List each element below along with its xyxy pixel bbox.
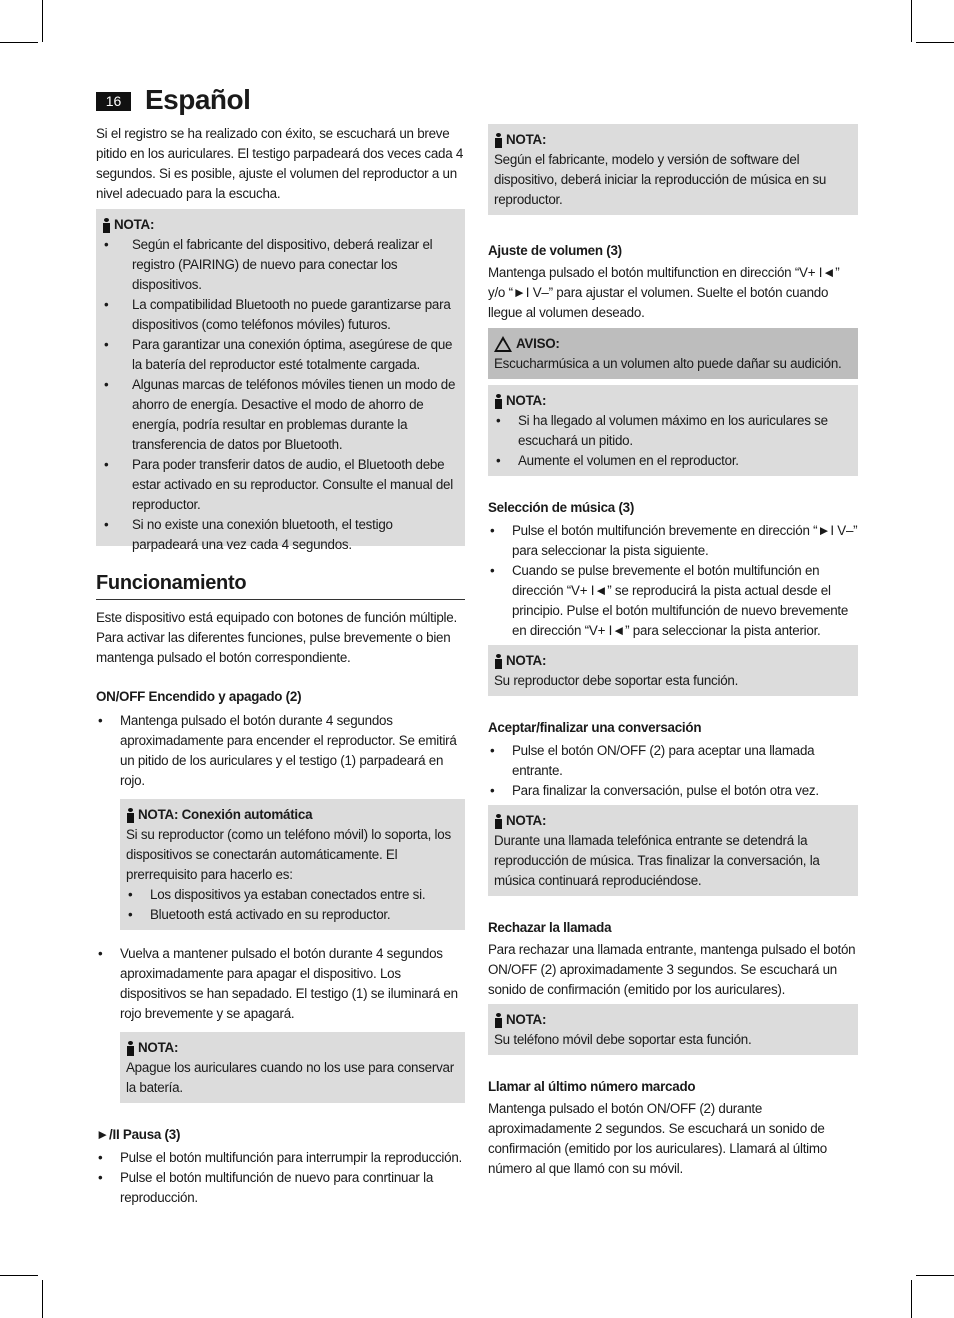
info-icon <box>494 133 503 148</box>
note-box <box>488 385 858 476</box>
list-item: • Pulse el botón multifunción brevemente en dirección “►I V–” para seleccionar la pista siguiente. <box>488 521 858 561</box>
note-text: Si su reproductor (como un teléfono móvil) lo soporta, los dispositivos se conectarán automáticamente. El prerrequisito para hacerlo es: <box>126 827 451 882</box>
warning-box <box>488 328 858 379</box>
note-list <box>126 885 459 925</box>
pause-list <box>96 1148 465 1208</box>
list-item: • Si ha llegado al volumen máximo en los auriculares se escuchará un pitido. <box>494 411 852 451</box>
onoff-list <box>96 711 465 791</box>
note-box <box>96 209 465 552</box>
crop-mark <box>916 42 954 43</box>
note-text: Su teléfono móvil debe soportar esta función. <box>494 1032 752 1047</box>
info-icon <box>126 1041 135 1056</box>
info-icon <box>102 218 111 233</box>
crop-mark <box>0 42 38 43</box>
note-text: Apague los auriculares cuando no los use para conservar la batería. <box>126 1060 454 1095</box>
note-label: NOTA: <box>114 217 155 232</box>
subheading-reject: Rechazar la llamada <box>488 920 612 935</box>
list-item: • La compatibilidad Bluetooth no puede garantizarse para dispositivos (como teléfonos móviles) futuros. <box>102 295 459 335</box>
page-number: 16 <box>96 92 131 111</box>
info-icon <box>494 1013 503 1028</box>
reject-text: Para rechazar una llamada entrante, mantenga pulsado el botón ON/OFF (2) aproximadamente 3 segundos. Se escuchará un sonido de confirmación (emitido por los auriculares). <box>488 942 856 997</box>
crop-mark <box>911 0 912 42</box>
call-list <box>488 741 858 801</box>
subheading-redial: Llamar al último número marcado <box>488 1079 696 1094</box>
volume-text: Mantenga pulsado el botón multifunction en dirección “V+ I◄” y/o “►I V–” para ajustar el volumen. Suelte el botón cuando llegue al volumen deseado. <box>488 265 840 320</box>
list-item: • Vuelva a mantener pulsado el botón durante 4 segundos aproximadamente para apagar el dispositivo. Los dispositivos se han sepadado. El testigo (1) se iluminará en rojo brevemente y se apagará. <box>96 944 465 1024</box>
warning-label: AVISO: <box>516 336 560 351</box>
section-heading: Funcionamiento <box>96 572 465 600</box>
list-item: • Pulse el botón multifunción para interrumpir la reproducción. <box>96 1148 465 1168</box>
note-box <box>488 645 858 696</box>
list-item: • Para garantizar una conexión óptima, asegúrese de que la batería del reproductor esté totalmente cargada. <box>102 335 459 375</box>
section-intro: Este dispositivo está equipado con botones de función múltiple. Para activar las diferentes funciones, pulse brevemente o bien mantenga pulsado el botón correspondiente. <box>96 610 457 665</box>
list-item: • Pulse el botón ON/OFF (2) para aceptar una llamada entrante. <box>488 741 858 781</box>
list-item: • Pulse el botón multifunción de nuevo para conrtinuar la reproducción. <box>96 1168 465 1208</box>
note-box-battery <box>120 1032 465 1103</box>
crop-mark <box>42 0 43 42</box>
page-title: Español <box>145 84 251 115</box>
intro-text: Si el registro se ha realizado con éxito, se escuchará un breve pitido en los auriculares. El testigo parpadeará dos veces cada 4 segundos. Si es posible, ajuste el volumen del reproductor a un nivel adecuado para la escucha. <box>96 126 464 201</box>
subheading-volume: Ajuste de volumen (3) <box>488 243 622 258</box>
crop-mark <box>0 1275 38 1276</box>
note-box-auto-connect <box>120 799 465 930</box>
crop-mark <box>916 1275 954 1276</box>
subheading-call: Aceptar/finalizar una conversación <box>488 720 702 735</box>
list-item: • Mantenga pulsado el botón durante 4 segundos aproximadamente para encender el reproductor. Se emitirá un pitido de los auriculares y el testigo (1) parpadeará en rojo. <box>96 711 465 791</box>
list-item: • Aumente el volumen en el reproductor. <box>494 451 852 471</box>
list-item: • Los dispositivos ya estaban conectados entre si. <box>126 885 459 905</box>
right-column <box>488 124 858 1179</box>
note-text: Según el fabricante, modelo y versión de software del dispositivo, deberá iniciar la reproducción de música en su reproductor. <box>494 152 827 207</box>
warning-icon <box>494 336 512 352</box>
note-label: NOTA: <box>506 813 547 828</box>
onoff-list-2 <box>96 944 465 1024</box>
list-item: • Para finalizar la conversación, pulse el botón otra vez. <box>488 781 858 801</box>
list-item: • Bluetooth está activado en su reproductor. <box>126 905 459 925</box>
list-item: • Algunas marcas de teléfonos móviles tienen un modo de ahorro de energía. Desactive el modo de ahorro de energía, podría resultar en problemas durante la transferencia de datos por Bluetooth. <box>102 375 459 455</box>
subheading-music: Selección de música (3) <box>488 500 635 515</box>
list-item: • Cuando se pulse brevemente el botón multifunción en dirección “V+ I◄” se reproducirá la pista actual desde el principio. Pulse el botón multifunción de nuevo brevemente en dirección “V+ I◄” para seleccionar la pista anterior. <box>488 561 858 641</box>
note-label: NOTA: Conexión automática <box>138 807 313 822</box>
subheading-pause: ►/II Pausa (3) <box>96 1127 181 1142</box>
warning-text: Escucharmúsica a un volumen alto puede dañar su audición. <box>494 356 842 371</box>
info-icon <box>494 654 503 669</box>
note-list <box>102 235 459 555</box>
note-list <box>494 411 852 471</box>
note-box <box>488 1004 858 1055</box>
crop-mark <box>42 1280 43 1318</box>
list-item: • Para poder transferir datos de audio, el Bluetooth debe estar activado en su reproductor. Consulte el manual del reproductor. <box>102 455 459 515</box>
list-item: • Si no existe una conexión bluetooth, el testigo parpadeará una vez cada 4 segundos. <box>102 515 459 555</box>
note-box <box>488 124 858 215</box>
subheading-onoff: ON/OFF Encendido y apagado (2) <box>96 689 302 704</box>
crop-mark <box>911 1280 912 1318</box>
note-label: NOTA: <box>506 393 547 408</box>
note-text: Su reproductor debe soportar esta función. <box>494 673 739 688</box>
left-column <box>96 124 465 1208</box>
list-item: • Según el fabricante del dispositivo, deberá realizar el registro (PAIRING) de nuevo para conectar los dispositivos. <box>102 235 459 295</box>
note-text: Durante una llamada telefónica entrante se detendrá la reproducción de música. Tras finalizar la conversación, la música continuará reproduciéndose. <box>494 833 820 888</box>
info-icon <box>494 394 503 409</box>
info-icon <box>494 814 503 829</box>
redial-text: Mantenga pulsado el botón ON/OFF (2) durante aproximadamente 2 segundos. Se escuchará un sonido de confirmación (emitido por los auriculares). Llamará al último número al que llamó con su móvil. <box>488 1101 827 1176</box>
note-label: NOTA: <box>506 1012 547 1027</box>
note-box <box>488 805 858 896</box>
note-label: NOTA: <box>138 1040 179 1055</box>
note-label: NOTA: <box>506 132 547 147</box>
music-list <box>488 521 858 641</box>
info-icon <box>126 808 135 823</box>
note-label: NOTA: <box>506 653 547 668</box>
